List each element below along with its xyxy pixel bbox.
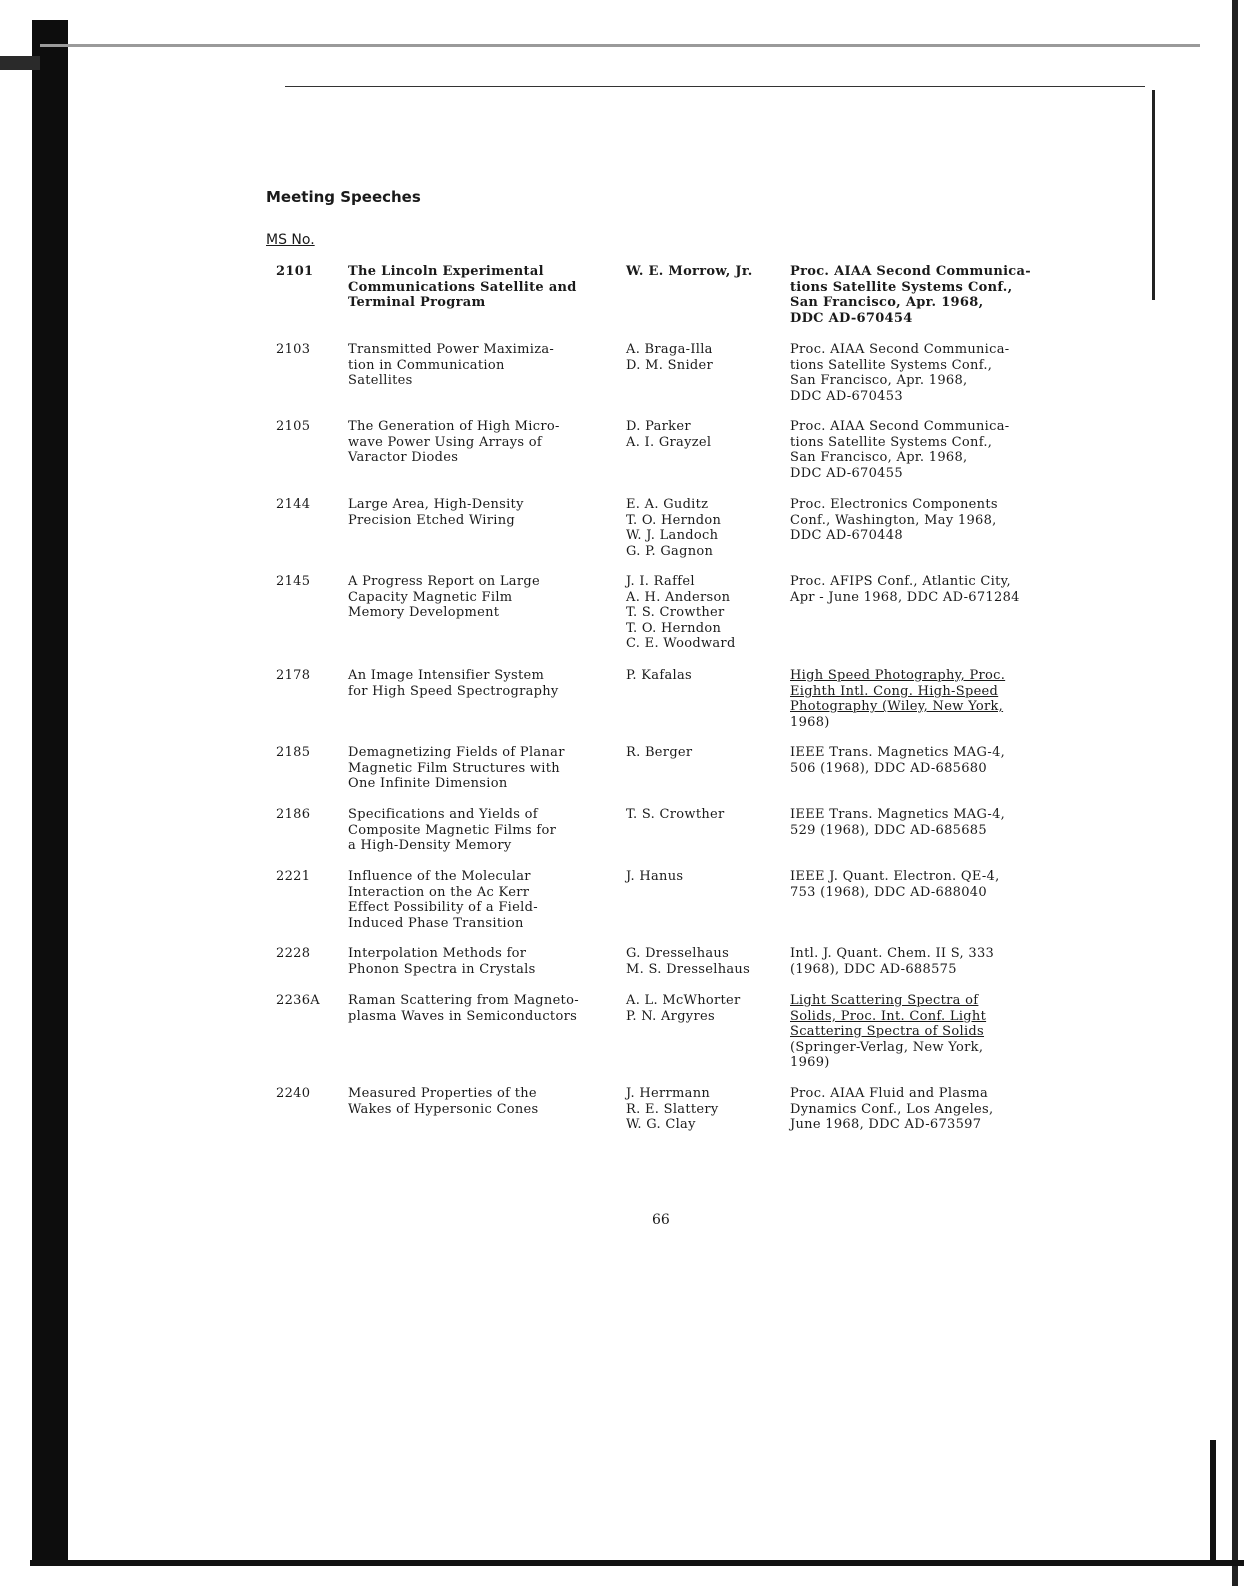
speech-authors — [626, 993, 786, 1024]
speech-author-line: A. Braga-Illa — [626, 342, 713, 357]
scan-border-right — [1232, 0, 1238, 1586]
speech-source-line: DDC AD-670453 — [790, 388, 903, 404]
speech-title-line: Varactor Diodes — [348, 450, 459, 465]
speech-authors — [626, 807, 786, 823]
speech-title-line: Satellites — [348, 373, 413, 388]
speech-authors — [626, 342, 786, 373]
speech-author-line: R. E. Slattery — [626, 1101, 719, 1117]
speech-title-line: Wakes of Hypersonic Cones — [348, 1101, 539, 1117]
ms-number: 2186 — [276, 807, 311, 822]
speech-authors — [626, 574, 786, 652]
scan-border-bottom — [30, 1560, 1244, 1566]
speech-title-line: An Image Intensifier System — [348, 668, 545, 683]
ms-number: 2105 — [276, 419, 311, 434]
speech-source — [790, 342, 1080, 404]
speech-author-line: P. Kafalas — [626, 668, 692, 683]
speech-source-line: (Springer-Verlag, New York, — [790, 1039, 984, 1055]
speech-source-line: Proc. AIAA Second Communica- — [790, 419, 1010, 434]
speech-author-line: P. N. Argyres — [626, 1008, 715, 1024]
speech-title-line: Interaction on the Ac Kerr — [348, 884, 530, 900]
ms-number: 2144 — [276, 497, 311, 512]
speech-title-line: Influence of the Molecular — [348, 869, 531, 884]
speech-source — [790, 946, 1080, 977]
speech-title-line: plasma Waves in Semiconductors — [348, 1008, 578, 1024]
ms-number: 2145 — [276, 574, 311, 589]
scan-border-left — [32, 20, 68, 1565]
speech-author-line: A. H. Anderson — [626, 589, 731, 605]
speech-source-line: Conf., Washington, May 1968, — [790, 512, 997, 528]
speech-source-line: DDC AD-670454 — [790, 310, 913, 326]
speech-author-line: W. E. Morrow, Jr. — [626, 264, 753, 279]
column-header: MS No. — [266, 232, 315, 248]
speech-source — [790, 745, 1080, 776]
speech-source-line: tions Satellite Systems Conf., — [790, 279, 1013, 295]
speech-author-line: R. Berger — [626, 745, 693, 760]
scan-border-top — [40, 44, 1200, 47]
speech-source-line: Light Scattering Spectra of — [790, 993, 979, 1008]
speech-title-line: The Lincoln Experimental — [348, 264, 544, 279]
speech-source-line: Proc. AIAA Fluid and Plasma — [790, 1086, 989, 1101]
speech-title-line: for High Speed Spectrography — [348, 683, 559, 699]
speech-author-line: E. A. Guditz — [626, 497, 709, 512]
speech-author-line: C. E. Woodward — [626, 636, 736, 651]
speech-title — [348, 946, 618, 977]
section-heading: Meeting Speeches — [266, 188, 421, 206]
speech-source — [790, 574, 1080, 605]
speech-source-line: Eighth Intl. Cong. High-Speed — [790, 683, 999, 699]
speech-source-line: Scattering Spectra of Solids — [790, 1024, 985, 1039]
speech-author-line: W. G. Clay — [626, 1117, 696, 1132]
speech-title-line: Transmitted Power Maximiza- — [348, 342, 555, 357]
speech-source — [790, 807, 1080, 838]
speech-title — [348, 993, 618, 1024]
speech-title — [348, 419, 618, 466]
speech-source-line: IEEE Trans. Magnetics MAG-4, — [790, 745, 1006, 760]
speech-title-line: Precision Etched Wiring — [348, 512, 516, 528]
speech-title-line: Large Area, High-Density — [348, 497, 524, 512]
scan-rule-top — [285, 86, 1145, 87]
speech-author-line: T. S. Crowther — [626, 807, 725, 822]
speech-authors — [626, 745, 786, 761]
speech-title-line: A Progress Report on Large — [348, 574, 540, 589]
speech-source-line: Proc. AIAA Second Communica- — [790, 264, 1031, 279]
speech-source-line: IEEE Trans. Magnetics MAG-4, — [790, 807, 1006, 822]
speech-authors — [626, 668, 786, 684]
scan-artifact — [1152, 90, 1155, 300]
speech-title-line: tion in Communication — [348, 357, 505, 373]
speech-source — [790, 869, 1080, 900]
speech-authors — [626, 1086, 786, 1133]
speech-source-line: 529 (1968), DDC AD-685685 — [790, 822, 987, 838]
speech-authors — [626, 497, 786, 559]
speech-source-line: San Francisco, Apr. 1968, — [790, 373, 968, 388]
speech-source-line: IEEE J. Quant. Electron. QE-4, — [790, 869, 1000, 884]
speech-source — [790, 497, 1080, 544]
speech-title-line: Phonon Spectra in Crystals — [348, 961, 536, 977]
speech-source-line: 1968) — [790, 714, 830, 730]
scan-artifact — [1180, 1440, 1216, 1560]
speech-title-line: a High-Density Memory — [348, 838, 512, 853]
speech-author-line: G. P. Gagnon — [626, 543, 714, 559]
speech-title-line: Measured Properties of the — [348, 1086, 537, 1101]
speech-title — [348, 574, 618, 621]
ms-number: 2240 — [276, 1086, 311, 1101]
speech-author-line: J. Herrmann — [626, 1086, 711, 1101]
speech-source-line: San Francisco, Apr. 1968, — [790, 295, 984, 310]
speech-author-line: W. J. Landoch — [626, 528, 719, 543]
speech-source-line: 753 (1968), DDC AD-688040 — [790, 884, 987, 900]
speech-title-line: Memory Development — [348, 605, 500, 620]
speech-source-line: San Francisco, Apr. 1968, — [790, 450, 968, 465]
ms-number: 2228 — [276, 946, 311, 961]
speech-title — [348, 1086, 618, 1117]
speech-title-line: wave Power Using Arrays of — [348, 434, 543, 450]
speech-author-line: M. S. Dresselhaus — [626, 961, 751, 977]
speech-author-line: G. Dresselhaus — [626, 946, 730, 961]
ms-number: 2236A — [276, 993, 320, 1008]
speech-authors — [626, 869, 786, 885]
speech-source-line: Solids, Proc. Int. Conf. Light — [790, 1008, 987, 1024]
speech-title-line: Raman Scattering from Magneto- — [348, 993, 579, 1008]
ms-number: 2221 — [276, 869, 311, 884]
speech-source — [790, 1086, 1080, 1133]
speech-title-line: Magnetic Film Structures with — [348, 760, 560, 776]
speech-authors — [626, 264, 786, 280]
speech-source-line: DDC AD-670448 — [790, 528, 903, 543]
speech-title — [348, 807, 618, 854]
speech-author-line: J. I. Raffel — [626, 574, 695, 589]
speech-source — [790, 993, 1080, 1071]
speech-title — [348, 264, 618, 311]
scan-artifact — [0, 56, 40, 70]
speech-author-line: D. M. Snider — [626, 357, 714, 373]
speech-title-line: Demagnetizing Fields of Planar — [348, 745, 565, 760]
speech-title-line: Capacity Magnetic Film — [348, 589, 513, 605]
speech-authors — [626, 419, 786, 450]
speech-source-line: tions Satellite Systems Conf., — [790, 434, 993, 450]
speech-source-line: (1968), DDC AD-688575 — [790, 961, 957, 977]
speech-author-line: T. S. Crowther — [626, 605, 725, 620]
speech-author-line: A. L. McWhorter — [626, 993, 741, 1008]
speech-title-line: Composite Magnetic Films for — [348, 822, 557, 838]
speech-authors — [626, 946, 786, 977]
speech-title-line: Specifications and Yields of — [348, 807, 538, 822]
ms-number: 2103 — [276, 342, 311, 357]
speech-source-line: 1969) — [790, 1055, 830, 1070]
ms-number: 2185 — [276, 745, 311, 760]
speech-source-line: Dynamics Conf., Los Angeles, — [790, 1101, 994, 1117]
speech-source-line: 506 (1968), DDC AD-685680 — [790, 760, 987, 776]
speech-source-line: Proc. Electronics Components — [790, 497, 998, 512]
speech-source — [790, 264, 1080, 326]
speech-title — [348, 668, 618, 699]
speech-source-line: June 1968, DDC AD-673597 — [790, 1117, 982, 1132]
speech-source-line: tions Satellite Systems Conf., — [790, 357, 993, 373]
speech-source-line: Apr - June 1968, DDC AD-671284 — [790, 589, 1020, 605]
speech-source — [790, 419, 1080, 481]
speech-author-line: D. Parker — [626, 419, 691, 434]
speech-title-line: Effect Possibility of a Field- — [348, 900, 538, 915]
speech-title-line: Terminal Program — [348, 295, 486, 310]
speech-title-line: Communications Satellite and — [348, 279, 577, 295]
ms-number: 2101 — [276, 264, 314, 279]
ms-number: 2178 — [276, 668, 311, 683]
speech-source-line: Photography (Wiley, New York, — [790, 699, 1004, 714]
speech-title-line: Interpolation Methods for — [348, 946, 527, 961]
speech-title-line: The Generation of High Micro- — [348, 419, 560, 434]
speech-author-line: J. Hanus — [626, 869, 684, 884]
speech-author-line: T. O. Herndon — [626, 512, 722, 528]
speech-title — [348, 497, 618, 528]
speech-source-line: DDC AD-670455 — [790, 465, 903, 481]
speech-title-line: One Infinite Dimension — [348, 776, 508, 791]
page-number: 66 — [652, 1212, 670, 1228]
speech-title — [348, 869, 618, 931]
speech-source-line: High Speed Photography, Proc. — [790, 668, 1006, 683]
speech-source-line: Proc. AFIPS Conf., Atlantic City, — [790, 574, 1011, 589]
speech-title — [348, 342, 618, 389]
speech-source — [790, 668, 1080, 730]
speech-source-line: Intl. J. Quant. Chem. II S, 333 — [790, 946, 995, 961]
speech-source-line: Proc. AIAA Second Communica- — [790, 342, 1010, 357]
speech-author-line: T. O. Herndon — [626, 620, 722, 636]
speech-title — [348, 745, 618, 792]
speech-title-line: Induced Phase Transition — [348, 915, 524, 931]
speech-author-line: A. I. Grayzel — [626, 434, 712, 450]
